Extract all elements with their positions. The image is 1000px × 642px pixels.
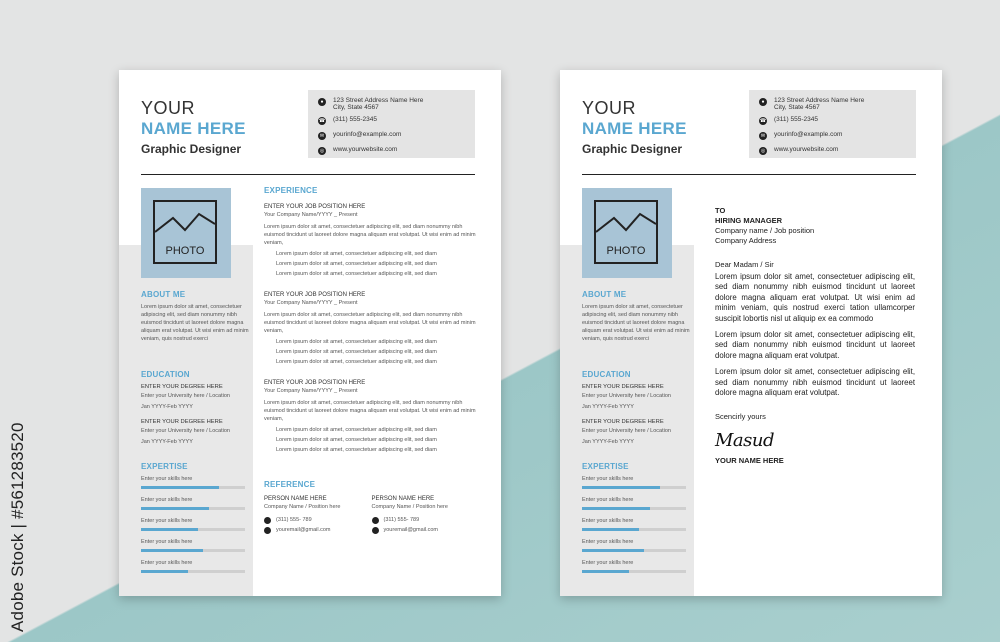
- contact-box: [308, 90, 475, 158]
- website-text: www.yourwebsite.com: [333, 146, 398, 153]
- expertise-title: EXPERTISE: [582, 462, 629, 471]
- about-section: [141, 290, 249, 343]
- email-icon: ✉: [760, 133, 766, 139]
- contact-phone: [759, 116, 916, 131]
- job-role: Graphic Designer: [582, 142, 683, 156]
- about-title: ABOUT ME: [141, 290, 186, 299]
- job-role: Graphic Designer: [141, 142, 242, 156]
- reference-company: Company Name / Position here: [264, 504, 341, 510]
- resume-page: [119, 70, 501, 596]
- reference-section: [264, 480, 479, 535]
- skill-fill: [582, 528, 639, 531]
- city-line: City, State 4567: [774, 104, 820, 111]
- skill-item: [582, 517, 690, 531]
- reference-name: PERSON NAME HERE: [371, 496, 435, 502]
- skill-label: Enter your skills here: [141, 476, 193, 482]
- photo-placeholder: [582, 188, 672, 278]
- contact-website: [318, 146, 475, 161]
- name-your: YOUR: [582, 98, 637, 118]
- education-section: [141, 370, 249, 448]
- education-dates: Jan YYYY-Feb YYYY: [582, 439, 634, 445]
- email-icon: [264, 527, 271, 534]
- skill-bar: [582, 549, 686, 552]
- skill-label: Enter your skills here: [582, 560, 634, 566]
- about-text: Lorem ipsum dolor sit amet, consectetuer adipiscing elit, sed diam nonummy nibh euismod tincidunt ut laoreet dolore magna aliquam erat volutpat. Ut wisi enim ad minim veniam, quis nostrud exerci: [582, 304, 690, 342]
- skill-label: Enter your skills here: [141, 560, 193, 566]
- name-your: YOUR: [141, 98, 196, 118]
- letter-body: [715, 206, 915, 466]
- education-entry: [141, 383, 249, 413]
- cover-letter-page: [560, 70, 942, 596]
- photo-label: PHOTO: [606, 245, 646, 257]
- skill-fill: [582, 486, 660, 489]
- globe-icon: ◎: [319, 148, 325, 154]
- reference-title: REFERENCE: [264, 480, 316, 489]
- skill-label: Enter your skills here: [141, 539, 193, 545]
- job-description: Lorem ipsum dolor sit amet, consectetuer adipiscing elit, sed diam nonummy nibh euismod tincidunt ut laoreet dolore magna aliquam erat volutpat. Ut wisi enim ad minim veniam,: [264, 312, 476, 334]
- reference-email: youremail@gmail.com: [276, 527, 331, 533]
- skill-item: [582, 538, 690, 552]
- skill-fill: [141, 486, 219, 489]
- job-entry: [264, 291, 479, 367]
- job-bullet: Lorem ipsum dolor sit amet, consectetuer adipiscing elit, sed diam: [276, 261, 437, 267]
- job-company: Your Company Name/YYYY _ Present: [264, 300, 358, 306]
- image-icon: [594, 200, 658, 264]
- photo-label: PHOTO: [165, 245, 205, 257]
- skill-item: [141, 538, 249, 552]
- phone-icon: [372, 517, 379, 524]
- skill-label: Enter your skills here: [582, 539, 634, 545]
- closing: Scencirly yours: [715, 412, 766, 422]
- job-company: Your Company Name/YYYY _ Present: [264, 212, 358, 218]
- email-icon: ✉: [319, 133, 325, 139]
- expertise-section: [141, 462, 249, 580]
- job-bullet: Lorem ipsum dolor sit amet, consectetuer adipiscing elit, sed diam: [276, 447, 437, 453]
- education-dates: Jan YYYY-Feb YYYY: [141, 404, 193, 410]
- about-text: Lorem ipsum dolor sit amet, consectetuer adipiscing elit, sed diam nonummy nibh euismod tincidunt ut laoreet dolore magna aliquam erat volutpat. Ut wisi enim ad minim veniam, quis nostrud exerci: [141, 304, 249, 342]
- job-title: ENTER YOUR JOB POSITION HERE: [264, 204, 366, 210]
- skill-item: [141, 517, 249, 531]
- reference-phone: (311) 555- 789: [383, 517, 420, 523]
- letter-paragraph: Lorem ipsum dolor sit amet, consectetuer adipiscing elit, sed diam nonummy nibh euismod tincidunt ut laoreet dolore magna aliquam erat volutpat. Ut wisi enim ad minim veniam, quis nostrud exerci tation ullamcorper suscipit lobortis nisl ut aliquip ex ea commodo: [715, 272, 915, 323]
- job-description: Lorem ipsum dolor sit amet, consectetuer adipiscing elit, sed diam nonummy nibh euismod tincidunt ut laoreet dolore magna aliquam erat volutpat. Ut wisi enim ad minim veniam,: [264, 400, 476, 422]
- skill-bar: [582, 486, 686, 489]
- school-name: Enter your University here / Location: [582, 393, 671, 399]
- image-icon: [153, 200, 217, 264]
- expertise-section: [582, 462, 690, 580]
- name-here: NAME HERE: [582, 119, 687, 138]
- phone-icon: ☎: [318, 118, 326, 124]
- skill-bar: [141, 486, 245, 489]
- education-entry: [141, 418, 249, 448]
- skill-fill: [141, 507, 209, 510]
- degree-title: ENTER YOUR DEGREE HERE: [582, 384, 664, 390]
- skill-fill: [582, 507, 650, 510]
- skill-fill: [582, 549, 644, 552]
- skill-bar: [582, 528, 686, 531]
- skill-label: Enter your skills here: [582, 476, 634, 482]
- skill-item: [141, 559, 249, 573]
- signature: Masud: [715, 430, 775, 452]
- degree-title: ENTER YOUR DEGREE HERE: [141, 384, 223, 390]
- degree-title: ENTER YOUR DEGREE HERE: [141, 419, 223, 425]
- job-title: ENTER YOUR JOB POSITION HERE: [264, 292, 366, 298]
- job-description: Lorem ipsum dolor sit amet, consectetuer adipiscing elit, sed diam nonummy nibh euismod tincidunt ut laoreet dolore magna aliquam erat volutpat. Ut wisi enim ad minim veniam,: [264, 224, 476, 246]
- photo-placeholder: [141, 188, 231, 278]
- name-here: NAME HERE: [141, 119, 246, 138]
- address-line: 123 Street Address Name Here: [774, 97, 865, 104]
- skill-bar: [582, 507, 686, 510]
- education-entry: [582, 383, 690, 413]
- skill-bar: [141, 570, 245, 573]
- education-dates: Jan YYYY-Feb YYYY: [141, 439, 193, 445]
- skill-item: [141, 496, 249, 510]
- globe-icon: ◎: [760, 148, 766, 154]
- city-line: City, State 4567: [333, 104, 379, 111]
- skill-fill: [141, 570, 188, 573]
- phone-icon: ☎: [759, 118, 767, 124]
- experience-section: [264, 186, 479, 455]
- stock-watermark-text: Adobe Stock | #561283520: [8, 422, 27, 632]
- salutation: Dear Madam / Sir: [715, 260, 774, 269]
- letter-paragraph: Lorem ipsum dolor sit amet, consectetuer adipiscing elit, sed diam nonummy nibh euismod tincidunt ut laoreet dolore magna aliquam erat volutpat.: [715, 367, 915, 398]
- about-title: ABOUT ME: [582, 290, 627, 299]
- location-pin-icon: ●: [759, 98, 767, 106]
- phone-text: (311) 555-2345: [774, 116, 818, 123]
- expertise-title: EXPERTISE: [141, 462, 188, 471]
- email-text: yourinfo@example.com: [333, 131, 402, 138]
- contact-website: [759, 146, 916, 161]
- skill-label: Enter your skills here: [141, 497, 193, 503]
- skill-bar: [141, 528, 245, 531]
- letter-paragraph: Lorem ipsum dolor sit amet, consectetuer adipiscing elit, sed diam nonummy nibh euismod tincidunt ut laoreet dolore magna aliquam erat volutpat.: [715, 330, 915, 360]
- job-entry: [264, 203, 479, 279]
- job-bullet: Lorem ipsum dolor sit amet, consectetuer adipiscing elit, sed diam: [276, 437, 437, 443]
- skill-item: [141, 475, 249, 489]
- skill-label: Enter your skills here: [582, 497, 634, 503]
- header-divider: [582, 174, 916, 175]
- skill-fill: [582, 570, 629, 573]
- skill-fill: [141, 528, 198, 531]
- experience-title: EXPERIENCE: [264, 186, 318, 195]
- skill-label: Enter your skills here: [582, 518, 634, 524]
- contact-email: [318, 131, 475, 146]
- signer-name: YOUR NAME HERE: [715, 456, 784, 466]
- header-divider: [141, 174, 475, 175]
- contact-address: [318, 97, 475, 116]
- reference-email: youremail@gmail.com: [383, 527, 438, 533]
- skill-item: [582, 559, 690, 573]
- job-entry: [264, 379, 479, 455]
- email-icon: [372, 527, 379, 534]
- phone-text: (311) 555-2345: [333, 116, 377, 123]
- skill-bar: [141, 507, 245, 510]
- job-bullet: Lorem ipsum dolor sit amet, consectetuer adipiscing elit, sed diam: [276, 251, 437, 257]
- about-section: [582, 290, 690, 343]
- location-pin-icon: ●: [318, 98, 326, 106]
- skill-item: [582, 475, 690, 489]
- phone-icon: [264, 517, 271, 524]
- contact-box: [749, 90, 916, 158]
- website-text: www.yourwebsite.com: [774, 146, 839, 153]
- contact-address: [759, 97, 916, 116]
- reference-phone: (311) 555- 789: [276, 517, 312, 523]
- job-bullet: Lorem ipsum dolor sit amet, consectetuer adipiscing elit, sed diam: [276, 359, 437, 365]
- address-line: 123 Street Address Name Here: [333, 97, 424, 104]
- reference-name: PERSON NAME HERE: [264, 496, 327, 502]
- school-name: Enter your University here / Location: [582, 428, 671, 434]
- job-company: Your Company Name/YYYY _ Present: [264, 388, 358, 394]
- job-bullet: Lorem ipsum dolor sit amet, consectetuer adipiscing elit, sed diam: [276, 349, 437, 355]
- company-address: Company Address: [715, 236, 777, 245]
- skill-fill: [141, 549, 203, 552]
- resume-name-block: [141, 98, 246, 158]
- email-text: yourinfo@example.com: [774, 131, 843, 138]
- contact-phone: [318, 116, 475, 131]
- company-line: Company name / Job position: [715, 226, 815, 235]
- education-title: EDUCATION: [582, 370, 631, 379]
- reference-entry: [372, 495, 480, 535]
- job-bullet: Lorem ipsum dolor sit amet, consectetuer adipiscing elit, sed diam: [276, 427, 437, 433]
- job-bullet: Lorem ipsum dolor sit amet, consectetuer adipiscing elit, sed diam: [276, 339, 437, 345]
- skill-bar: [582, 570, 686, 573]
- school-name: Enter your University here / Location: [141, 428, 230, 434]
- education-section: [582, 370, 690, 448]
- education-entry: [582, 418, 690, 448]
- education-title: EDUCATION: [141, 370, 190, 379]
- skill-bar: [141, 549, 245, 552]
- reference-entry: [264, 495, 372, 535]
- job-bullet: Lorem ipsum dolor sit amet, consectetuer adipiscing elit, sed diam: [276, 271, 437, 277]
- job-title: ENTER YOUR JOB POSITION HERE: [264, 380, 366, 386]
- letter-name-block: [582, 98, 687, 158]
- skill-label: Enter your skills here: [141, 518, 193, 524]
- reference-company: Company Name / Position here: [371, 504, 448, 510]
- recipient: HIRING MANAGER: [715, 216, 783, 225]
- degree-title: ENTER YOUR DEGREE HERE: [582, 419, 664, 425]
- skill-item: [582, 496, 690, 510]
- contact-email: [759, 131, 916, 146]
- to-label: TO: [715, 206, 726, 215]
- education-dates: Jan YYYY-Feb YYYY: [582, 404, 634, 410]
- school-name: Enter your University here / Location: [141, 393, 230, 399]
